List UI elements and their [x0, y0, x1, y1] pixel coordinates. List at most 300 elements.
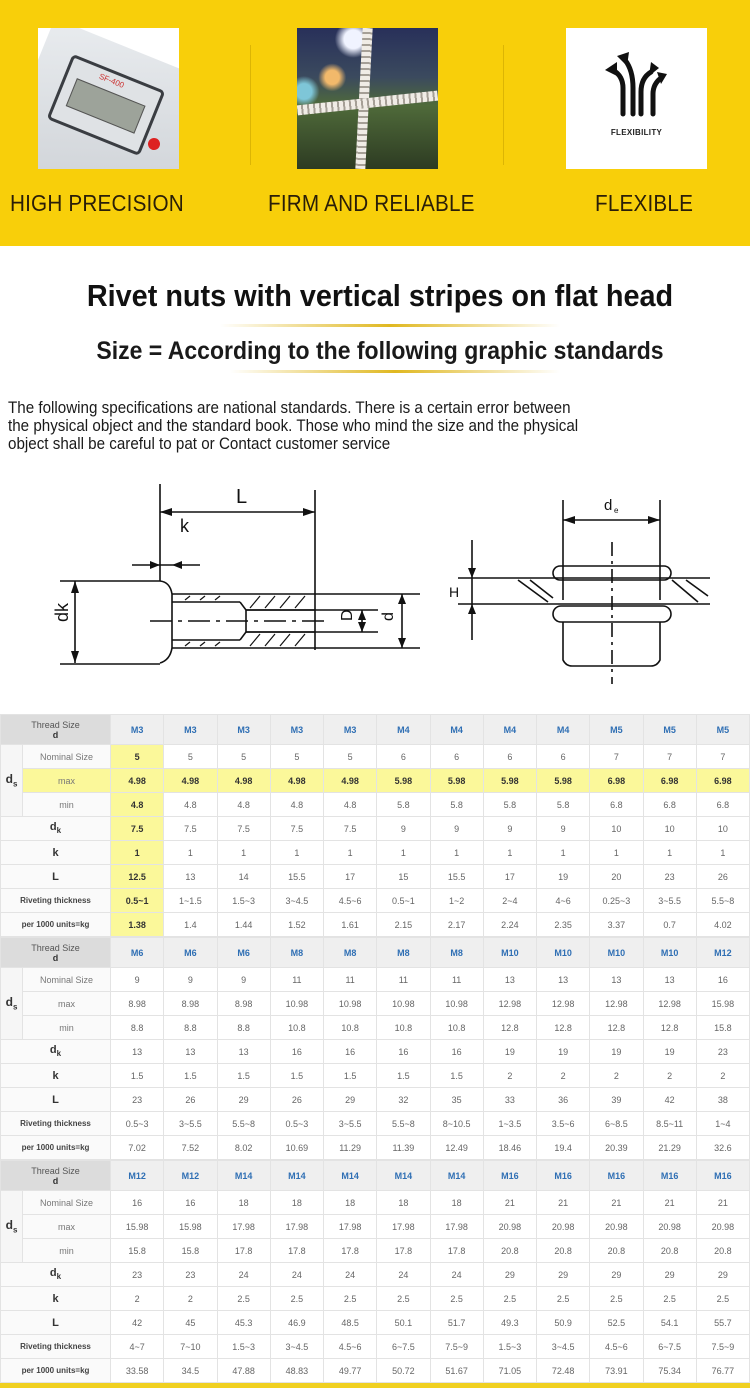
value-cell: 9: [483, 817, 536, 841]
value-cell: 26: [270, 1088, 323, 1112]
value-cell: 7.5: [324, 817, 377, 841]
value-cell: 3.37: [590, 913, 643, 937]
value-cell: 9: [111, 968, 164, 992]
value-cell: 9: [164, 968, 217, 992]
value-cell: 42: [111, 1311, 164, 1335]
value-cell: 51.7: [430, 1311, 483, 1335]
value-cell: 4.8: [324, 793, 377, 817]
k-row: [1, 1064, 750, 1088]
max-row: [1, 992, 750, 1016]
value-cell: 15.98: [111, 1215, 164, 1239]
size-cell: M10: [643, 938, 696, 968]
value-cell: 48.83: [270, 1359, 323, 1383]
k-row: [1, 1287, 750, 1311]
value-cell: 2: [537, 1064, 590, 1088]
value-cell: 8.98: [164, 992, 217, 1016]
value-cell: 50.72: [377, 1359, 430, 1383]
size-cell: M5: [643, 715, 696, 745]
value-cell: 20.39: [590, 1136, 643, 1160]
value-cell: 3~4.5: [270, 1335, 323, 1359]
value-cell: 8.02: [217, 1136, 270, 1160]
flexible-image: [566, 28, 707, 169]
value-cell: 7.52: [164, 1136, 217, 1160]
value-cell: 9: [217, 968, 270, 992]
value-cell: 10.98: [430, 992, 483, 1016]
value-cell: 17.98: [270, 1215, 323, 1239]
value-cell: 6.98: [696, 769, 749, 793]
value-cell: 13: [111, 1040, 164, 1064]
value-cell: 1: [696, 841, 749, 865]
value-cell: 24: [324, 1263, 377, 1287]
value-cell: 19: [483, 1040, 536, 1064]
value-cell: 1: [324, 841, 377, 865]
value-cell: 7~10: [164, 1335, 217, 1359]
value-cell: 21: [643, 1191, 696, 1215]
value-cell: 12.8: [590, 1016, 643, 1040]
size-cell: M8: [324, 938, 377, 968]
value-cell: 12.98: [483, 992, 536, 1016]
value-cell: 5.5~8: [696, 889, 749, 913]
value-cell: 15.5: [430, 865, 483, 889]
size-cell: M12: [164, 1161, 217, 1191]
value-cell: 5: [217, 745, 270, 769]
value-cell: 52.5: [590, 1311, 643, 1335]
value-cell: 1: [217, 841, 270, 865]
dim-label-L: L: [236, 486, 248, 508]
value-cell: 0.5~3: [111, 1112, 164, 1136]
value-cell: 20.8: [590, 1239, 643, 1263]
min-row: [1, 793, 750, 817]
caption-firm-reliable: FIRM AND RELIABLE: [268, 190, 475, 216]
value-cell: 23: [111, 1263, 164, 1287]
value-cell: 33: [483, 1088, 536, 1112]
value-cell: 20.8: [643, 1239, 696, 1263]
value-cell: 5.98: [377, 769, 430, 793]
value-cell: 17: [324, 865, 377, 889]
value-cell: 24: [270, 1263, 323, 1287]
value-cell: 71.05: [483, 1359, 536, 1383]
value-cell: 16: [377, 1040, 430, 1064]
value-cell: 0.5~1: [111, 889, 164, 913]
value-cell: 17.98: [324, 1215, 377, 1239]
value-cell: 1.4: [164, 913, 217, 937]
dim-label-d: d: [380, 612, 397, 621]
value-cell: 49.3: [483, 1311, 536, 1335]
caption-flexible: FLEXIBLE: [595, 190, 694, 216]
dim-label-H: H: [449, 584, 460, 600]
value-cell: 6: [377, 745, 430, 769]
row-label: Riveting thickness: [1, 1112, 111, 1136]
value-cell: 10.98: [270, 992, 323, 1016]
value-cell: 7.5: [217, 817, 270, 841]
value-cell: 46.9: [270, 1311, 323, 1335]
weight-row: [1, 913, 750, 937]
weight-row: [1, 1136, 750, 1160]
spec-table-m3-m5: [0, 714, 750, 937]
value-cell: 1.5: [324, 1064, 377, 1088]
value-cell: 12.8: [643, 1016, 696, 1040]
size-cell: M3: [164, 715, 217, 745]
value-cell: 26: [164, 1088, 217, 1112]
value-cell: 1~3.5: [483, 1112, 536, 1136]
value-cell: 10.8: [324, 1016, 377, 1040]
value-cell: 14: [217, 865, 270, 889]
value-cell: 1~4: [696, 1112, 749, 1136]
value-cell: 15.8: [696, 1016, 749, 1040]
value-cell: 17.98: [377, 1215, 430, 1239]
value-cell: 47.88: [217, 1359, 270, 1383]
value-cell: 7.5: [270, 817, 323, 841]
value-cell: 6~7.5: [377, 1335, 430, 1359]
rivet-nut-diagram: [0, 470, 750, 700]
value-cell: 6~8.5: [590, 1112, 643, 1136]
svg-text:e: e: [614, 506, 619, 515]
value-cell: 5.5~8: [377, 1112, 430, 1136]
value-cell: 38: [696, 1088, 749, 1112]
size-cell: M4: [537, 715, 590, 745]
value-cell: 15.8: [111, 1239, 164, 1263]
scale-brand-label: SF-400: [97, 71, 126, 90]
value-cell: 5.8: [430, 793, 483, 817]
row-label: max: [23, 992, 111, 1016]
value-cell: 4.02: [696, 913, 749, 937]
size-cell: M4: [377, 715, 430, 745]
value-cell: 10.98: [324, 992, 377, 1016]
value-cell: 0.7: [643, 913, 696, 937]
value-cell: 5.8: [483, 793, 536, 817]
value-cell: 29: [590, 1263, 643, 1287]
value-cell: 17.8: [377, 1239, 430, 1263]
value-cell: 1: [643, 841, 696, 865]
firm-reliable-image: [297, 28, 438, 169]
value-cell: 9: [377, 817, 430, 841]
value-cell: 17.98: [217, 1215, 270, 1239]
value-cell: 6.98: [590, 769, 643, 793]
value-cell: 1: [164, 841, 217, 865]
value-cell: 33.58: [111, 1359, 164, 1383]
value-cell: 4.8: [164, 793, 217, 817]
max-row: [1, 769, 750, 793]
value-cell: 18: [324, 1191, 377, 1215]
size-cell: M12: [111, 1161, 164, 1191]
value-cell: 39: [590, 1088, 643, 1112]
value-cell: 6: [430, 745, 483, 769]
value-cell: 1.52: [270, 913, 323, 937]
value-cell: 8.8: [111, 1016, 164, 1040]
value-cell: 2.17: [430, 913, 483, 937]
row-label: max: [23, 769, 111, 793]
value-cell: 3~4.5: [537, 1335, 590, 1359]
size-cell: M6: [164, 938, 217, 968]
thread-size-header: Thread Size d: [1, 715, 111, 745]
value-cell: 21: [483, 1191, 536, 1215]
value-cell: 21.29: [643, 1136, 696, 1160]
value-cell: 2.5: [377, 1287, 430, 1311]
riveting-row: [1, 889, 750, 913]
row-label: Nominal Size: [23, 1191, 111, 1215]
value-cell: 13: [164, 865, 217, 889]
value-cell: 7: [696, 745, 749, 769]
row-label: Nominal Size: [23, 968, 111, 992]
notice-line: object shall be careful to pat or Contact customer service: [8, 435, 391, 453]
value-cell: 4~7: [111, 1335, 164, 1359]
value-cell: 17.8: [430, 1239, 483, 1263]
value-cell: 3~5.5: [324, 1112, 377, 1136]
value-cell: 4.8: [270, 793, 323, 817]
value-cell: 6.8: [696, 793, 749, 817]
value-cell: 10.8: [430, 1016, 483, 1040]
value-cell: 29: [324, 1088, 377, 1112]
row-label: min: [23, 793, 111, 817]
value-cell: 1: [430, 841, 483, 865]
row-label: Nominal Size: [23, 745, 111, 769]
value-cell: 15: [377, 865, 430, 889]
value-cell: 34.5: [164, 1359, 217, 1383]
value-cell: 23: [111, 1088, 164, 1112]
value-cell: 6~7.5: [643, 1335, 696, 1359]
row-label: per 1000 units=kg: [1, 1359, 111, 1383]
value-cell: 2.5: [324, 1287, 377, 1311]
value-cell: 50.1: [377, 1311, 430, 1335]
value-cell: 0.5~1: [377, 889, 430, 913]
value-cell: 2: [164, 1287, 217, 1311]
value-cell: 20.98: [643, 1215, 696, 1239]
value-cell: 42: [643, 1088, 696, 1112]
value-cell: 17.8: [217, 1239, 270, 1263]
value-cell: 24: [377, 1263, 430, 1287]
value-cell: 1.44: [217, 913, 270, 937]
value-cell: 21: [696, 1191, 749, 1215]
value-cell: 16: [696, 968, 749, 992]
L-row: [1, 1311, 750, 1335]
size-cell: M6: [217, 938, 270, 968]
value-cell: 1~2: [430, 889, 483, 913]
value-cell: 1.5: [270, 1064, 323, 1088]
value-cell: 35: [430, 1088, 483, 1112]
size-cell: M8: [270, 938, 323, 968]
value-cell: 55.7: [696, 1311, 749, 1335]
value-cell: 5.98: [537, 769, 590, 793]
size-cell: M3: [270, 715, 323, 745]
row-label: k: [1, 1064, 111, 1088]
value-cell: 7: [643, 745, 696, 769]
value-cell: 20.98: [537, 1215, 590, 1239]
bottom-yellow-strip: [0, 1383, 750, 1388]
dk-row: [1, 817, 750, 841]
value-cell: 5: [111, 745, 164, 769]
value-cell: 1: [377, 841, 430, 865]
value-cell: 16: [324, 1040, 377, 1064]
value-cell: 11: [270, 968, 323, 992]
value-cell: 11: [377, 968, 430, 992]
value-cell: 23: [643, 865, 696, 889]
value-cell: 2: [696, 1064, 749, 1088]
subtitle-underline: [230, 370, 560, 373]
min-row: [1, 1239, 750, 1263]
thread-size-row: [1, 715, 750, 745]
L-row: [1, 865, 750, 889]
value-cell: 20.8: [696, 1239, 749, 1263]
value-cell: 20.8: [483, 1239, 536, 1263]
value-cell: 32: [377, 1088, 430, 1112]
value-cell: 8.5~11: [643, 1112, 696, 1136]
value-cell: 5.98: [483, 769, 536, 793]
value-cell: 2.5: [430, 1287, 483, 1311]
value-cell: 24: [217, 1263, 270, 1287]
value-cell: 11.29: [324, 1136, 377, 1160]
value-cell: 10.8: [377, 1016, 430, 1040]
value-cell: 7: [590, 745, 643, 769]
value-cell: 13: [537, 968, 590, 992]
value-cell: 10: [696, 817, 749, 841]
size-cell: M4: [483, 715, 536, 745]
value-cell: 29: [696, 1263, 749, 1287]
value-cell: 17.8: [324, 1239, 377, 1263]
value-cell: 2: [643, 1064, 696, 1088]
value-cell: 20.98: [590, 1215, 643, 1239]
value-cell: 11: [430, 968, 483, 992]
value-cell: 2: [590, 1064, 643, 1088]
value-cell: 1.5: [217, 1064, 270, 1088]
nominal-row: [1, 968, 750, 992]
value-cell: 49.77: [324, 1359, 377, 1383]
size-cell: M12: [696, 938, 749, 968]
value-cell: 21: [590, 1191, 643, 1215]
value-cell: 17.98: [430, 1215, 483, 1239]
value-cell: 8.98: [217, 992, 270, 1016]
value-cell: 2.5: [537, 1287, 590, 1311]
value-cell: 3~5.5: [164, 1112, 217, 1136]
value-cell: 2.5: [590, 1287, 643, 1311]
spec-table: [0, 1160, 750, 1383]
banner-divider: [503, 45, 504, 165]
value-cell: 12.5: [111, 865, 164, 889]
title-underline: [220, 324, 560, 327]
value-cell: 5.8: [377, 793, 430, 817]
value-cell: 17: [483, 865, 536, 889]
value-cell: 20.98: [483, 1215, 536, 1239]
value-cell: 2.24: [483, 913, 536, 937]
dk-row: [1, 1263, 750, 1287]
value-cell: 1~1.5: [164, 889, 217, 913]
value-cell: 16: [430, 1040, 483, 1064]
value-cell: 4.5~6: [324, 1335, 377, 1359]
value-cell: 6: [537, 745, 590, 769]
value-cell: 1.5~3: [483, 1335, 536, 1359]
value-cell: 1.5: [430, 1064, 483, 1088]
ds-label: $d_s$: [1, 1191, 23, 1263]
value-cell: 1.38: [111, 913, 164, 937]
dim-label-de: d: [604, 497, 613, 514]
value-cell: 13: [590, 968, 643, 992]
value-cell: 1.5~3: [217, 1335, 270, 1359]
value-cell: 1.5: [111, 1064, 164, 1088]
row-label: min: [23, 1016, 111, 1040]
value-cell: 7.5: [111, 817, 164, 841]
value-cell: 12.49: [430, 1136, 483, 1160]
value-cell: 18: [270, 1191, 323, 1215]
value-cell: 4.98: [270, 769, 323, 793]
value-cell: 4.8: [111, 793, 164, 817]
value-cell: 5: [324, 745, 377, 769]
row-label: Riveting thickness: [1, 889, 111, 913]
value-cell: 15.8: [164, 1239, 217, 1263]
value-cell: 4.5~6: [590, 1335, 643, 1359]
standards-notice: [8, 399, 744, 453]
value-cell: 1.5~3: [217, 889, 270, 913]
size-cell: M5: [696, 715, 749, 745]
value-cell: 20: [590, 865, 643, 889]
value-cell: 5.5~8: [217, 1112, 270, 1136]
value-cell: 20.8: [537, 1239, 590, 1263]
size-cell: M14: [430, 1161, 483, 1191]
value-cell: 13: [643, 968, 696, 992]
value-cell: 24: [430, 1263, 483, 1287]
value-cell: 51.67: [430, 1359, 483, 1383]
value-cell: 15.5: [270, 865, 323, 889]
feature-banner: [0, 0, 750, 246]
value-cell: 6.8: [643, 793, 696, 817]
riveting-row: [1, 1112, 750, 1136]
value-cell: 18: [377, 1191, 430, 1215]
value-cell: 19: [537, 1040, 590, 1064]
nominal-row: [1, 1191, 750, 1215]
value-cell: 10: [643, 817, 696, 841]
size-cell: M14: [377, 1161, 430, 1191]
value-cell: 13: [217, 1040, 270, 1064]
value-cell: 0.25~3: [590, 889, 643, 913]
value-cell: 13: [483, 968, 536, 992]
value-cell: 10.8: [270, 1016, 323, 1040]
value-cell: 12.98: [643, 992, 696, 1016]
value-cell: 19: [590, 1040, 643, 1064]
value-cell: 2.5: [217, 1287, 270, 1311]
value-cell: 5: [270, 745, 323, 769]
row-label: per 1000 units=kg: [1, 913, 111, 937]
row-label: k: [1, 1287, 111, 1311]
riveting-row: [1, 1335, 750, 1359]
row-label: per 1000 units=kg: [1, 1136, 111, 1160]
value-cell: 8~10.5: [430, 1112, 483, 1136]
value-cell: 1: [590, 841, 643, 865]
row-label: $d_k$: [1, 1040, 111, 1064]
thread-size-row: [1, 1161, 750, 1191]
value-cell: 7.02: [111, 1136, 164, 1160]
size-cell: M5: [590, 715, 643, 745]
value-cell: 10: [590, 817, 643, 841]
value-cell: 4.98: [111, 769, 164, 793]
value-cell: 4.98: [164, 769, 217, 793]
value-cell: 8.98: [111, 992, 164, 1016]
size-cell: M14: [217, 1161, 270, 1191]
value-cell: 18: [430, 1191, 483, 1215]
value-cell: 18: [217, 1191, 270, 1215]
value-cell: 17.8: [270, 1239, 323, 1263]
spec-table: [0, 714, 750, 937]
min-row: [1, 1016, 750, 1040]
value-cell: 36: [537, 1088, 590, 1112]
value-cell: 16: [111, 1191, 164, 1215]
size-cell: M14: [324, 1161, 377, 1191]
value-cell: 23: [164, 1263, 217, 1287]
L-row: [1, 1088, 750, 1112]
value-cell: 19: [643, 1040, 696, 1064]
value-cell: 1: [111, 841, 164, 865]
value-cell: 2~4: [483, 889, 536, 913]
value-cell: 9: [537, 817, 590, 841]
value-cell: 1.61: [324, 913, 377, 937]
value-cell: 12.8: [483, 1016, 536, 1040]
